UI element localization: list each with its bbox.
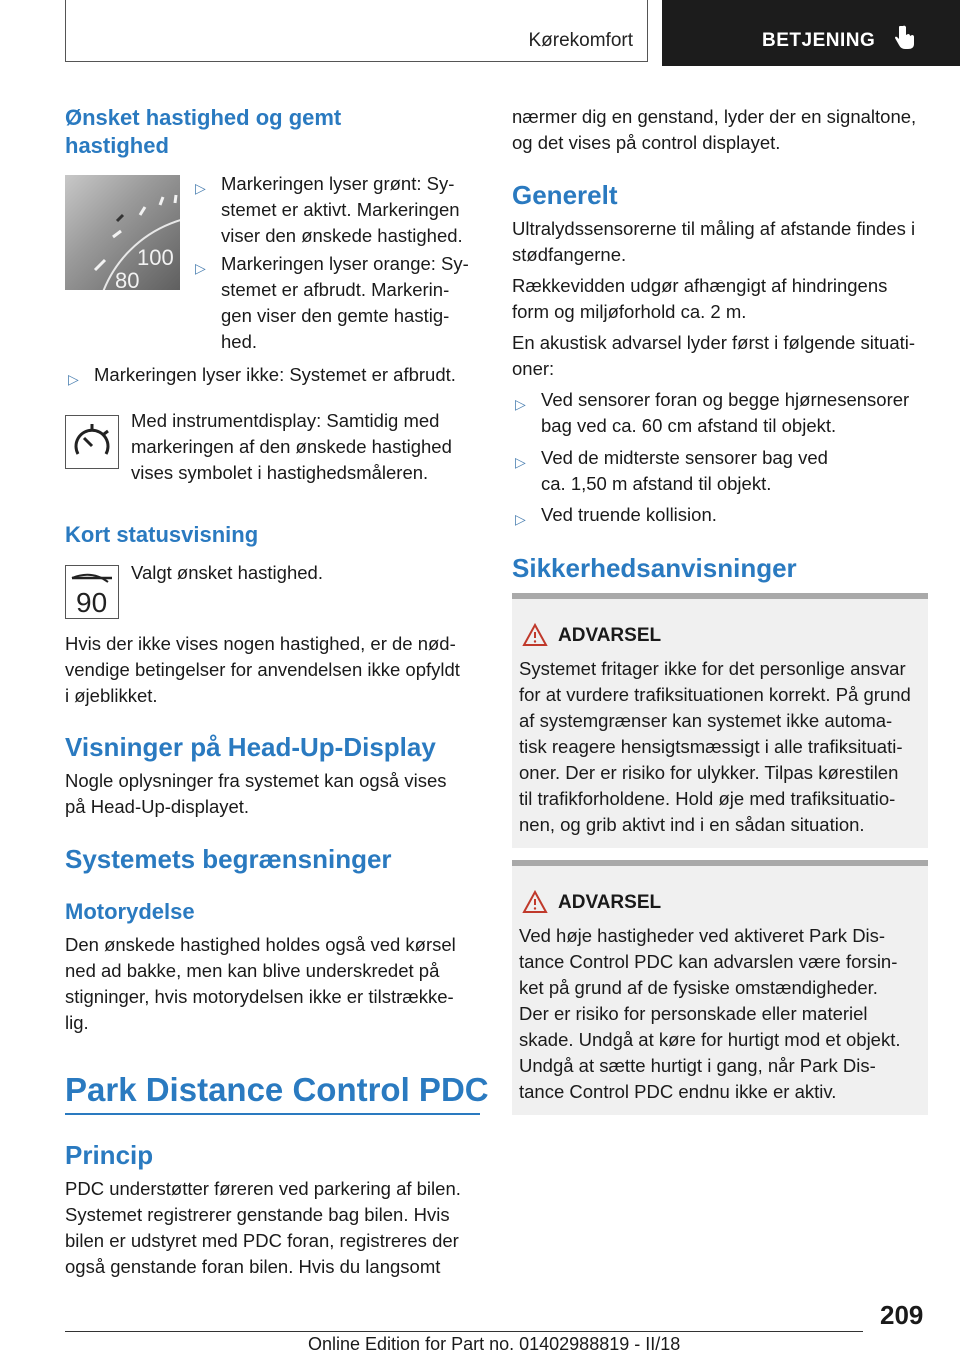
- bullet-icon: ▷: [515, 396, 526, 412]
- heading-principle: Princip: [65, 1140, 154, 1170]
- page-number: 209: [880, 1300, 924, 1330]
- hud-paragraph: Nogle oplysninger fra systemet kan også vises på Head-Up-displayet.: [65, 770, 447, 817]
- warning-title: ADVARSEL: [558, 625, 662, 646]
- instrument-display-note: Med instrumentdisplay: Samtidig med markeringen af den ønskede hastighed vises symbolet i hastighedsmåleren.: [131, 410, 452, 483]
- status-icon-value: 90: [76, 587, 108, 618]
- speedometer-image: [65, 175, 180, 290]
- warning-box-1: [512, 593, 928, 848]
- header-section-tab: [65, 0, 648, 62]
- continued-paragraph: nærmer dig en genstand, lyder der en signaltone, og det vises på control displayet.: [512, 106, 917, 153]
- general-paragraph-3: En akustisk advarsel lyder først i følgende situati- oner:: [512, 332, 916, 379]
- edition-footer: Online Edition for Part no. 01402988819 - II/18: [308, 1334, 681, 1354]
- engine-paragraph: Den ønskede hastighed holdes også ved kørsel ned ad bakke, men kan blive underskredet på stigninger, hvis motorydelsen ikke er tilstrække- lig.: [65, 934, 456, 1033]
- desired-bullet-2: Markeringen lyser orange: Sy- stemet er afbrudt. Markerin- gen viser den gemte hastig- hed.: [221, 253, 469, 352]
- footer-divider: [65, 1331, 863, 1332]
- general-bullet-2: Ved de midterste sensorer bag ved ca. 1,50 m afstand til objekt.: [541, 447, 828, 494]
- warning-text: Systemet fritager ikke for det personlige ansvar for at vurdere trafiksituationen korrekt. På grund af systemgrænser kan systemet ikke automa- tisk reagere hensigtsmæssigt i alle trafiksituati- oner. Der er risiko for ulykker. Tilpas kørestilen til trafikforholdene. Hold øje med trafiksituatio- nen, og grib aktivt ind i en sådan situation.: [519, 658, 911, 835]
- heading-head-up-display: Visninger på Head-Up-Display: [65, 732, 436, 762]
- heading-safety-notes: Sikkerhedsanvisninger: [512, 553, 797, 583]
- header-chapter-tab[interactable]: [662, 0, 960, 66]
- bullet-icon: ▷: [195, 180, 206, 196]
- cruise-control-icon: [65, 415, 119, 469]
- principle-paragraph: PDC understøtter føreren ved parkering af bilen. Systemet registrerer genstande bag bilen. Hvis bilen er udstyret med PDC foran, registreres der også genstande foran bilen. Hvis du langsomt: [65, 1178, 461, 1277]
- bullet-icon: ▷: [68, 371, 79, 387]
- heading-system-limits: Systemets begrænsninger: [65, 844, 392, 874]
- header-chapter-title: BETJENING: [762, 30, 876, 51]
- warning-triangle-icon: [522, 890, 548, 914]
- desired-bullet-3: Markeringen lyser ikke: Systemet er afbrudt.: [94, 364, 456, 385]
- header-section-title: Kørekomfort: [528, 30, 633, 51]
- heading-park-distance-control: Park Distance Control PDC: [65, 1071, 489, 1108]
- bullet-icon: ▷: [195, 260, 206, 276]
- heading-engine-power: Motorydelse: [65, 899, 195, 924]
- warning-triangle-icon: [522, 623, 548, 647]
- gauge-label-100: 100: [137, 245, 174, 270]
- bullet-icon: ▷: [515, 511, 526, 527]
- heading-general: Generelt: [512, 180, 618, 210]
- bullet-icon: ▷: [515, 454, 526, 470]
- warning-text: Ved høje hastigheder ved aktiveret Park Dis- tance Control PDC kan advarslen være forsin- ket på grund af de fysiske omstændigheder. Der er risiko for personskade eller materiel skade. Undgå at køre for hurtigt mod et objekt. Undgå at sætte hurtigt i gang, når Park Dis- tance Control PDC endnu ikke er aktiv.: [519, 925, 901, 1102]
- speed-limit-90-icon: [65, 565, 119, 619]
- heading-desired-speed: Ønsket hastighed og gemt hastighed: [65, 105, 342, 158]
- warning-box-2: [512, 860, 928, 1115]
- status-paragraph: Hvis der ikke vises nogen hastighed, er de nød- vendige betingelser for anvendelsen ikke opfyldt i øjeblikket.: [65, 633, 460, 706]
- desired-bullet-1: Markeringen lyser grønt: Sy- stemet er aktivt. Markeringen viser den ønskede hastighed.: [221, 173, 463, 246]
- status-text: Valgt ønsket hastighed.: [131, 562, 323, 583]
- general-bullet-3: Ved truende kollision.: [541, 504, 717, 525]
- gauge-label-80: 80: [115, 268, 140, 290]
- warning-title: ADVARSEL: [558, 892, 662, 913]
- general-paragraph-1: Ultralydssensorerne til måling af afstande findes i stødfangerne.: [512, 218, 916, 265]
- heading-underline: [65, 1113, 480, 1115]
- heading-short-status: Kort statusvisning: [65, 522, 259, 547]
- general-paragraph-2: Rækkevidden udgør afhængigt af hindringens form og miljøforhold ca. 2 m.: [512, 275, 888, 322]
- general-bullet-1: Ved sensorer foran og begge hjørnesensorer bag ved ca. 60 cm afstand til objekt.: [541, 389, 910, 436]
- pointing-hand-icon: [894, 24, 916, 50]
